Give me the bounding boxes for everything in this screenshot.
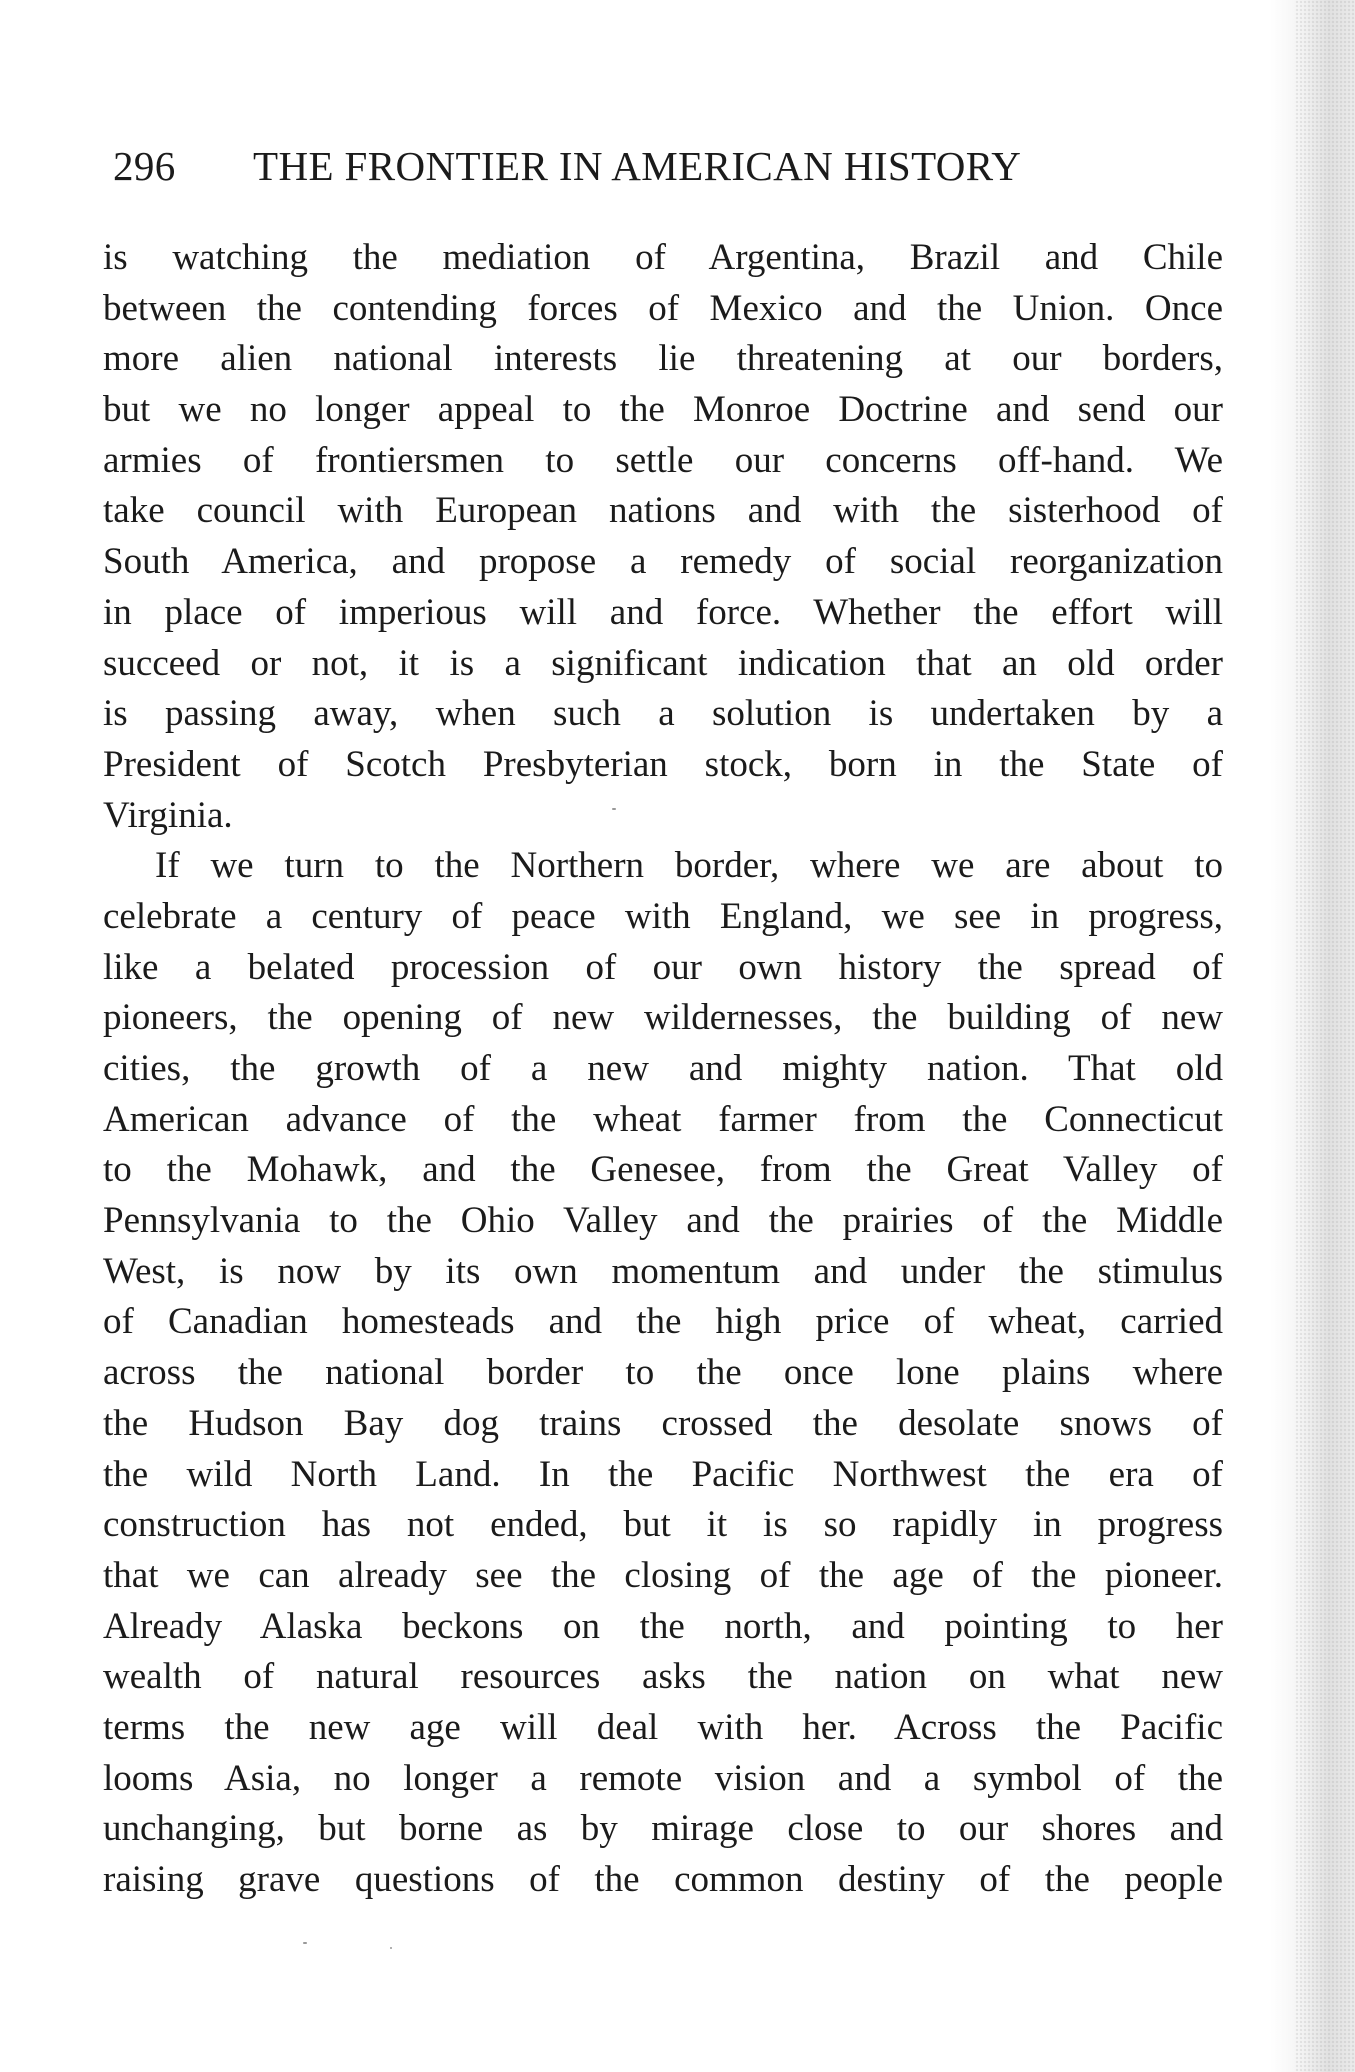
scan-speck	[303, 1942, 307, 1944]
text-line: armies of frontiersmen to settle our concerns off-hand. We	[103, 439, 1223, 481]
text-line: cities, the growth of a new and mighty nation. That old	[103, 1048, 1223, 1089]
text-line: American advance of the wheat farmer from the Connecticut	[103, 1098, 1223, 1140]
running-title: THE FRONTIER IN AMERICAN HISTORY	[253, 143, 1022, 189]
text-line: succeed or not, it is a significant indication that an old order	[103, 642, 1223, 684]
page-number: 296	[113, 143, 176, 189]
paragraph	[103, 233, 1223, 841]
text-line: West, is now by its own momentum and under the stimulus	[103, 1250, 1223, 1292]
text-line: South America, and propose a remedy of social reorganization	[103, 541, 1223, 583]
text-line: wealth of natural resources asks the nation on what new	[103, 1656, 1223, 1698]
text-line: to the Mohawk, and the Genesee, from the Great Valley of	[103, 1149, 1223, 1191]
text-line: celebrate a century of peace with England, we see in progress,	[103, 895, 1223, 937]
page-gutter-texture	[1295, 0, 1355, 2072]
text-line: Pennsylvania to the Ohio Valley and the prairies of the Middle	[103, 1200, 1223, 1242]
paragraph	[103, 841, 1223, 1905]
text-line: like a belated procession of our own history the spread of	[103, 946, 1223, 988]
text-line: is passing away, when such a solution is undertaken by a	[103, 693, 1223, 735]
text-line: across the national border to the once lone plains where	[103, 1352, 1223, 1394]
text-line: terms the new age will deal with her. Across the Pacific	[103, 1706, 1223, 1748]
text-line: that we can already see the closing of the age of the pioneer.	[103, 1554, 1223, 1596]
text-line: take council with European nations and with the sisterhood of	[103, 490, 1223, 532]
text-line: the wild North Land. In the Pacific Northwest the era of	[103, 1453, 1223, 1495]
body-text	[103, 233, 1223, 1906]
page-header	[113, 140, 1223, 192]
scan-speck	[612, 808, 616, 810]
text-line: unchanging, but borne as by mirage close to our shores and	[103, 1808, 1223, 1850]
scan-speck	[390, 1947, 392, 1949]
text-line: construction has not ended, but it is so rapidly in progress	[103, 1504, 1223, 1546]
text-line: President of Scotch Presbyterian stock, born in the State of	[103, 743, 1223, 785]
text-line: between the contending forces of Mexico and the Union. Once	[103, 287, 1223, 329]
text-line: Already Alaska beckons on the north, and pointing to her	[103, 1605, 1223, 1647]
text-line: of Canadian homesteads and the high price of wheat, carried	[103, 1301, 1223, 1343]
text-line: looms Asia, no longer a remote vision and a symbol of the	[103, 1757, 1223, 1799]
text-line: in place of imperious will and force. Whether the effort will	[103, 591, 1223, 633]
text-line: but we no longer appeal to the Monroe Doctrine and send our	[103, 389, 1223, 431]
text-line: If we turn to the Northern border, where we are about to	[155, 845, 1223, 887]
text-line: more alien national interests lie threatening at our borders,	[103, 338, 1223, 380]
text-line: is watching the mediation of Argentina, Brazil and Chile	[103, 237, 1223, 278]
text-line: pioneers, the opening of new wildernesses, the building of new	[103, 997, 1223, 1039]
text-line: Virginia.	[103, 794, 233, 836]
text-line: raising grave questions of the common destiny of the people	[103, 1859, 1223, 1900]
text-line: the Hudson Bay dog trains crossed the desolate snows of	[103, 1402, 1223, 1444]
